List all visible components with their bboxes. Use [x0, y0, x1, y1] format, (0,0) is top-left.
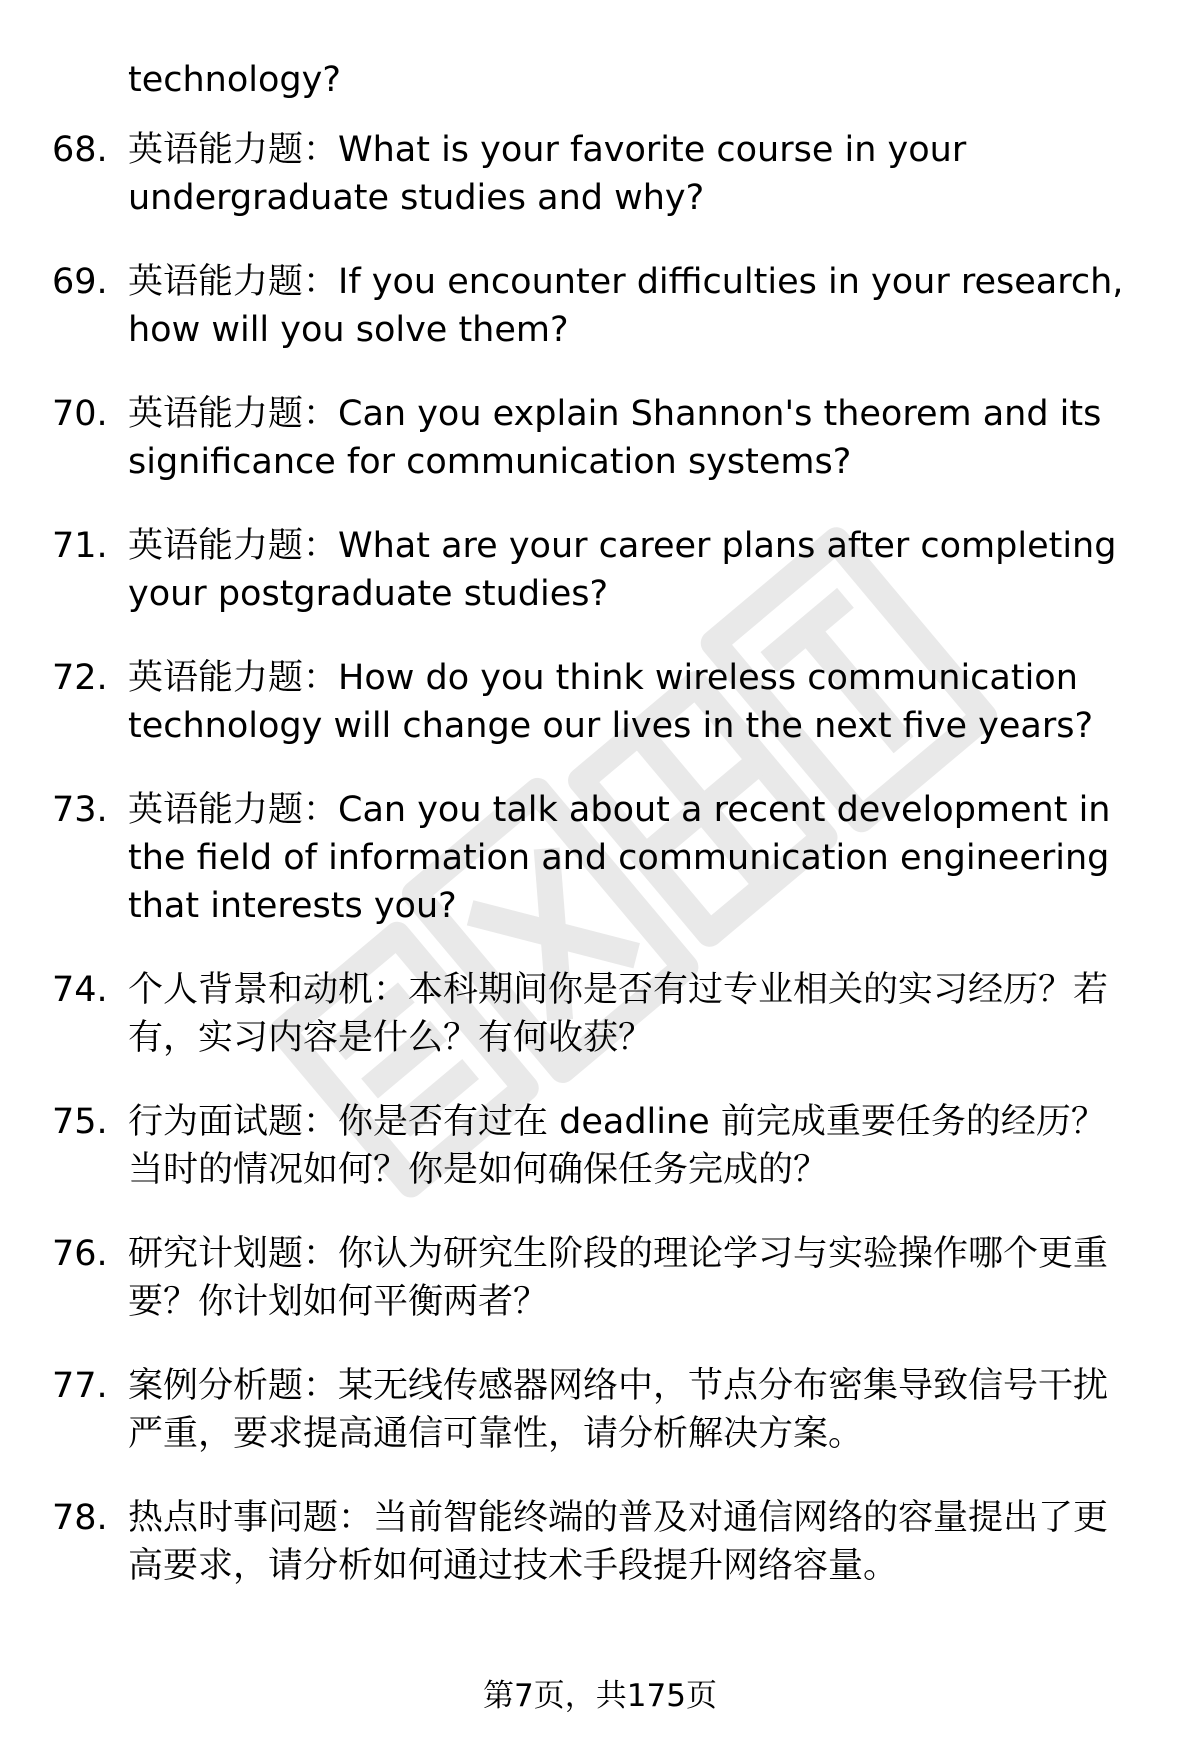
question-text-line: 热点时事问题：当前智能终端的普及对通信网络的容量提出了更: [128, 1498, 1109, 1538]
question-text-line: 高要求，请分析如何通过技术手段提升网络容量。: [128, 1546, 899, 1586]
question-text-line: 要？你计划如何平衡两者？: [128, 1282, 549, 1322]
question-text-line: technology?: [128, 60, 341, 100]
question-text-line: 英语能力题：If you encounter difficulties in your research,: [128, 262, 1124, 302]
question-text-line: 有，实习内容是什么？有何收获？: [128, 1018, 654, 1058]
question-text-line: how will you solve them?: [128, 310, 569, 350]
question-text-line: 英语能力题：What are your career plans after completing: [128, 526, 1117, 566]
page-footer: [0, 1676, 1200, 1716]
question-number: 73.: [52, 790, 108, 830]
question-text-line: 个人背景和动机：本科期间你是否有过专业相关的实习经历？若: [128, 970, 1109, 1010]
question-text-line: your postgraduate studies?: [128, 574, 609, 614]
question-text-line: undergraduate studies and why?: [128, 178, 705, 218]
question-number: 72.: [52, 658, 108, 698]
question-number: 70.: [52, 394, 108, 434]
question-number: 71.: [52, 526, 108, 566]
question-number: 76.: [52, 1234, 108, 1274]
question-text-line: 英语能力题：Can you talk about a recent development in: [128, 790, 1111, 830]
question-text-line: technology will change our lives in the next five years?: [128, 706, 1094, 746]
question-text-line: the field of information and communication engineering: [128, 838, 1110, 878]
question-number: 69.: [52, 262, 108, 302]
question-number: 75.: [52, 1102, 108, 1142]
question-text-line: 当时的情况如何？你是如何确保任务完成的？: [128, 1150, 829, 1190]
question-number: 78.: [52, 1498, 108, 1538]
page-number-label: 第7页，共175页: [483, 1678, 717, 1714]
question-text-line: that interests you?: [128, 886, 457, 926]
question-number: 74.: [52, 970, 108, 1010]
question-text-line: 英语能力题：Can you explain Shannon's theorem and its: [128, 394, 1102, 434]
question-text-line: 研究计划题：你认为研究生阶段的理论学习与实验操作哪个更重: [128, 1234, 1109, 1274]
question-text-line: significance for communication systems?: [128, 442, 852, 482]
question-text-line: 案例分析题：某无线传感器网络中，节点分布密集导致信号干扰: [128, 1366, 1109, 1406]
question-text-line: 严重，要求提高通信可靠性，请分析解决方案。: [128, 1414, 864, 1454]
question-text-line: 英语能力题：How do you think wireless communication: [128, 658, 1078, 698]
question-number: 77.: [52, 1366, 108, 1406]
question-text-line: 英语能力题：What is your favorite course in your: [128, 130, 967, 170]
question-number: 68.: [52, 130, 108, 170]
question-text-line: 行为面试题：你是否有过在 deadline 前完成重要任务的经历？: [128, 1102, 1106, 1142]
